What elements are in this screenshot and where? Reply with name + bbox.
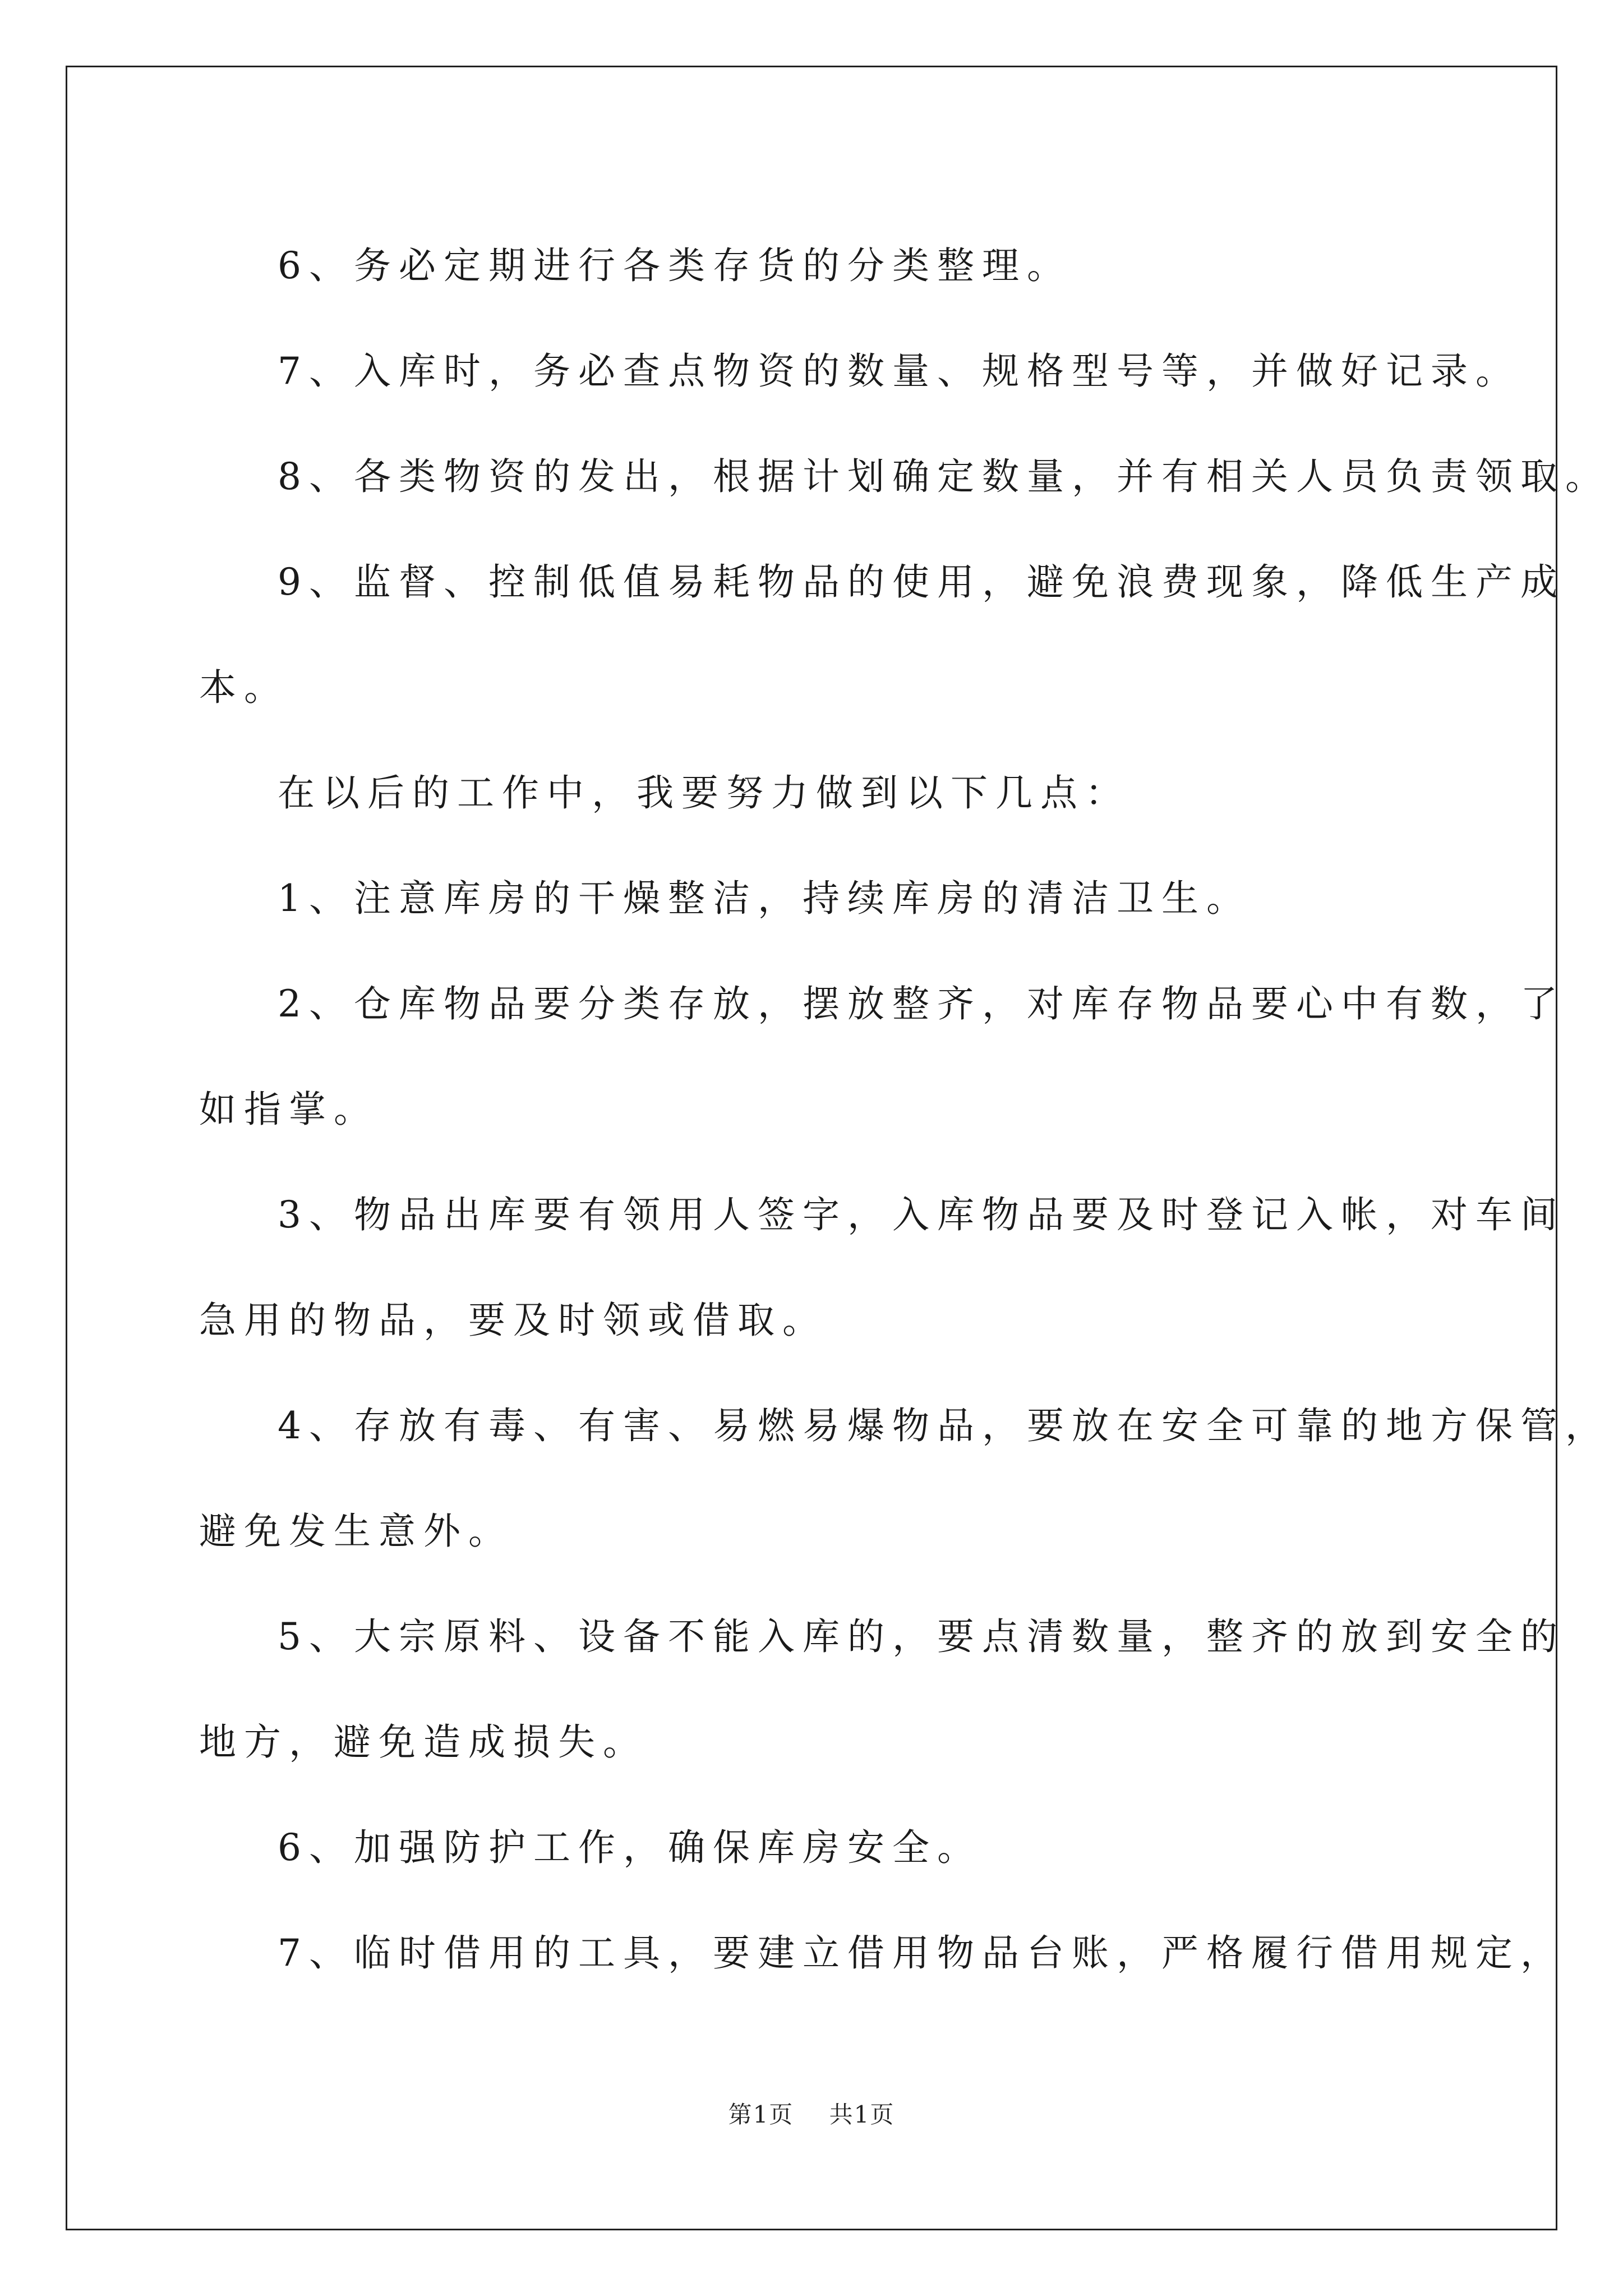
paragraph-line: 如指掌。 <box>199 1088 379 1131</box>
paragraph-line: 8、各类物资的发出，根据计划确定数量，并有相关人员负责领取。 <box>278 455 1610 498</box>
paragraph-line: 4、存放有毒、有害、易燃易爆物品，要放在安全可靠的地方保管， <box>278 1404 1610 1447</box>
document-body <box>199 213 1610 2006</box>
page-total: 共1页 <box>829 2101 895 2128</box>
paragraph-line: 2、仓库物品要分类存放，摆放整齐，对库存物品要心中有数，了 <box>278 982 1565 1025</box>
paragraph-line: 3、物品出库要有领用人签字，入库物品要及时登记入帐，对车间 <box>278 1193 1565 1236</box>
paragraph-line: 急用的物品，要及时领或借取。 <box>199 1299 827 1342</box>
page-number: 第1页 <box>728 2101 794 2128</box>
paragraph-line: 在以后的工作中，我要努力做到以下几点： <box>278 771 1130 815</box>
paragraph-line: 6、加强防护工作，确保库房安全。 <box>278 1826 982 1869</box>
paragraph-line: 7、入库时，务必查点物资的数量、规格型号等，并做好记录。 <box>278 349 1520 393</box>
paragraph-line: 地方，避免造成损失。 <box>199 1720 648 1764</box>
paragraph-line: 本。 <box>199 666 289 709</box>
paragraph-line: 6、务必定期进行各类存货的分类整理。 <box>278 244 1072 287</box>
page-footer <box>0 2096 1623 2130</box>
paragraph-line: 9、监督、控制低值易耗物品的使用，避免浪费现象，降低生产成 <box>278 560 1565 604</box>
paragraph-line: 5、大宗原料、设备不能入库的，要点清数量，整齐的放到安全的 <box>278 1615 1565 1658</box>
paragraph-line: 1、注意库房的干燥整洁，持续库房的清洁卫生。 <box>278 877 1251 920</box>
paragraph-line: 避免发生意外。 <box>199 1510 513 1553</box>
paragraph-line: 7、临时借用的工具，要建立借用物品台账，严格履行借用规定， <box>278 1931 1565 1975</box>
